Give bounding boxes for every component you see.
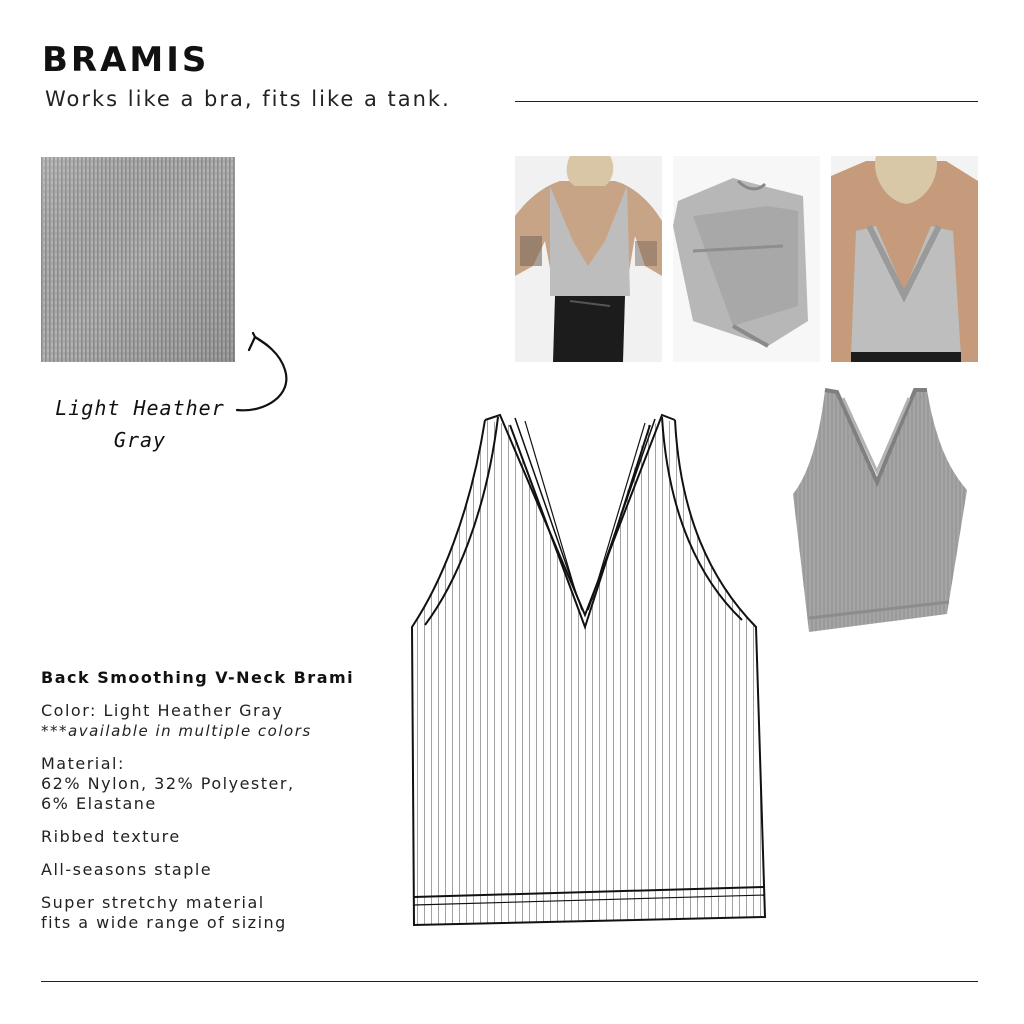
spec-material: [41, 754, 371, 814]
model-back-photo: [831, 156, 978, 362]
product-details: [41, 668, 371, 946]
color-line: Color: Light Heather Gray: [41, 701, 284, 720]
spec-feature-texture: Ribbed texture: [41, 827, 181, 846]
material-label: Material:: [41, 754, 125, 773]
color-note: ***available in multiple colors: [41, 722, 312, 740]
material-line1: 62% Nylon, 32% Polyester,: [41, 774, 295, 793]
material-line2: 6% Elastane: [41, 794, 157, 813]
swatch-label: [40, 392, 240, 456]
tank-technical-sketch: [400, 405, 780, 945]
tagline: Works like a bra, fits like a tank.: [45, 87, 451, 111]
stretch-line1: Super stretchy material: [41, 893, 265, 912]
product-name: Back Smoothing V-Neck Brami: [41, 668, 355, 687]
swatch-label-line2: Gray: [113, 428, 167, 452]
model-front-photo: [515, 156, 662, 362]
brand-title: BRAMIS: [42, 40, 210, 80]
spec-feature-season: All-seasons staple: [41, 860, 213, 879]
spec-feature-stretch: [41, 893, 371, 933]
footer-divider: [41, 981, 978, 982]
fabric-swatch-image: [41, 157, 235, 362]
stretch-line2: fits a wide range of sizing: [41, 913, 287, 932]
folded-top-photo: [673, 156, 820, 362]
swatch-label-line1: Light Heather: [55, 396, 225, 420]
header-divider: [515, 101, 978, 102]
tank-flat-photo: [787, 382, 977, 642]
spec-color: [41, 701, 371, 741]
